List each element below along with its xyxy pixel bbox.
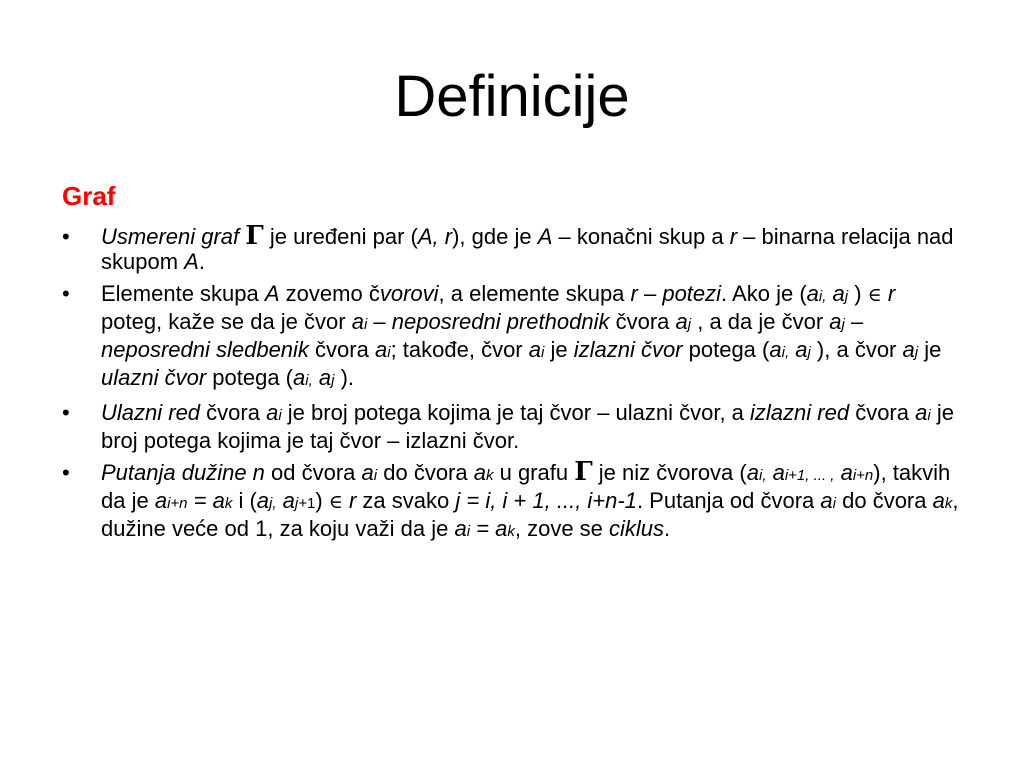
subscript: j [844,288,849,305]
term-vertices: vorovi [379,281,439,306]
subscript: j [331,372,335,389]
bullet-nodes-edges [62,281,962,393]
text: a [820,488,833,513]
term-path-length: Putanja dužine [101,460,253,485]
text: je broj potega kojima je taj čvor – izlazni čvor. [101,400,954,453]
text: ), a čvor [810,337,903,362]
text: čvora [609,309,676,334]
slide-title: Definicije [394,64,630,129]
text: a [829,309,842,334]
bullet-degree [62,400,962,453]
subscript: i+n [852,467,874,484]
element-of-symbol: ∈ [867,284,882,306]
text: a [789,337,808,362]
text: je uređeni par ( [263,224,418,249]
bullet-marker: • [62,224,70,249]
text: – [637,281,663,306]
text: a [361,460,374,485]
text: – konačni skup a [552,224,730,249]
subscript: i+1, ... , [784,467,835,484]
text: a [915,400,928,425]
subscript: i [927,407,931,424]
bullet-marker: • [62,460,70,485]
text: Elemente skupa [101,281,265,306]
text: a [351,309,364,334]
text: ; takođe, čvor [390,337,529,362]
text: . Ako je ( [721,281,807,306]
text: od čvora [264,460,362,485]
bullet-marker: • [62,281,70,306]
text: je [918,337,942,362]
subscript: k [507,523,515,540]
text: čvora [308,337,375,362]
text: je niz čvorova ( [592,460,747,485]
text: ), takvih da je [101,460,951,513]
text: A, r [417,224,453,249]
text: a [473,460,486,485]
term-directed-graph: Usmereni graf [101,224,246,249]
text: . [664,516,671,541]
text: a [932,488,945,513]
text: a [766,460,785,485]
subscript: i, [305,372,313,389]
term-input-node: ulazni čvor [101,365,207,390]
subscript: j [841,316,845,333]
text: potega ( [206,365,293,390]
term-direct-successor: neposredni sledbenik [101,337,309,362]
text: , a da je čvor [691,309,830,334]
subscript: i, [818,288,827,305]
text: j = i, i + 1, ..., i+n-1 [455,488,637,513]
term-edges: potezi [662,281,722,306]
text: a [806,281,819,306]
text: r [630,281,638,306]
term-output-node: izlazni čvor [573,337,683,362]
subscript: i [373,467,378,484]
subscript: i [278,407,282,424]
text: a [769,337,782,362]
text: a [528,337,541,362]
subscript: i [832,495,836,512]
subscript: j [807,344,811,361]
subscript: i, [781,344,790,361]
text: r [881,281,896,306]
text: a [826,281,845,306]
text: i ( [232,488,257,513]
text: a [746,460,759,485]
text: a [312,365,332,390]
text: , dužine veće od 1, za koju važi da je [101,488,959,541]
text: – [844,309,864,334]
text: a [902,337,915,362]
bullet-marker: • [62,400,70,425]
subscript: 1 [306,495,316,512]
text: je [544,337,574,362]
subscript: i [466,523,471,540]
text: a [154,488,168,513]
text: u grafu [493,460,575,485]
subscript: i [541,344,545,361]
subscript: j [687,316,692,333]
element-of-symbol: ∈ [328,491,343,513]
subscript: k [224,495,233,512]
text: = a [470,516,508,541]
text: n [252,460,265,485]
subscript: j, [269,495,277,512]
text: a [293,365,306,390]
text: ), gde je [452,224,538,249]
text: ) [848,281,868,306]
text: A [264,281,280,306]
text: je broj potega kojima je taj čvor – ulazni čvor, a [281,400,751,425]
subscript: j+ [294,495,307,512]
subscript: k [485,467,494,484]
subscript: k [944,495,953,512]
text: A [537,224,553,249]
text: čvora [849,400,916,425]
text: , a elemente skupa [438,281,631,306]
text: ) [315,488,329,513]
text: . [198,249,205,274]
text: ). [334,365,355,390]
text: , zove se [514,516,610,541]
text: a [454,516,467,541]
subscript: i, [758,467,767,484]
section-heading: Graf [62,181,116,211]
term-cycle: ciklus [609,516,665,541]
text: = a [187,488,225,513]
text: . Putanja od čvora [636,488,821,513]
text: zovemo č [279,281,380,306]
text: a [834,460,853,485]
text: – binarna relacija nad skupom [101,224,954,274]
subscript: j [914,344,919,361]
text: potega ( [682,337,770,362]
subscript: i [363,316,368,333]
text: a [675,309,688,334]
text: A [184,249,199,274]
gamma-symbol: Γ [245,221,264,251]
text: za svako [356,488,456,513]
text: – [367,309,392,334]
subscript: i [387,344,391,361]
text: a [276,488,295,513]
bullet-path [62,457,962,544]
gamma-symbol: Γ [574,457,593,487]
text: r [342,488,357,513]
text: poteg, kaže se da je čvor [101,309,352,334]
text: r [729,224,738,249]
term-in-degree: Ulazni red [101,400,201,425]
subscript: i+n [167,495,188,512]
term-direct-predecessor: neposredni prethodnik [391,309,610,334]
text: do čvora [377,460,474,485]
term-out-degree: izlazni red [750,400,850,425]
text: do čvora [836,488,933,513]
bullet-directed-graph [62,221,962,274]
text: a [374,337,388,362]
text: a [266,400,279,425]
text: čvora [200,400,267,425]
definition-list [62,221,962,551]
text: a [256,488,270,513]
